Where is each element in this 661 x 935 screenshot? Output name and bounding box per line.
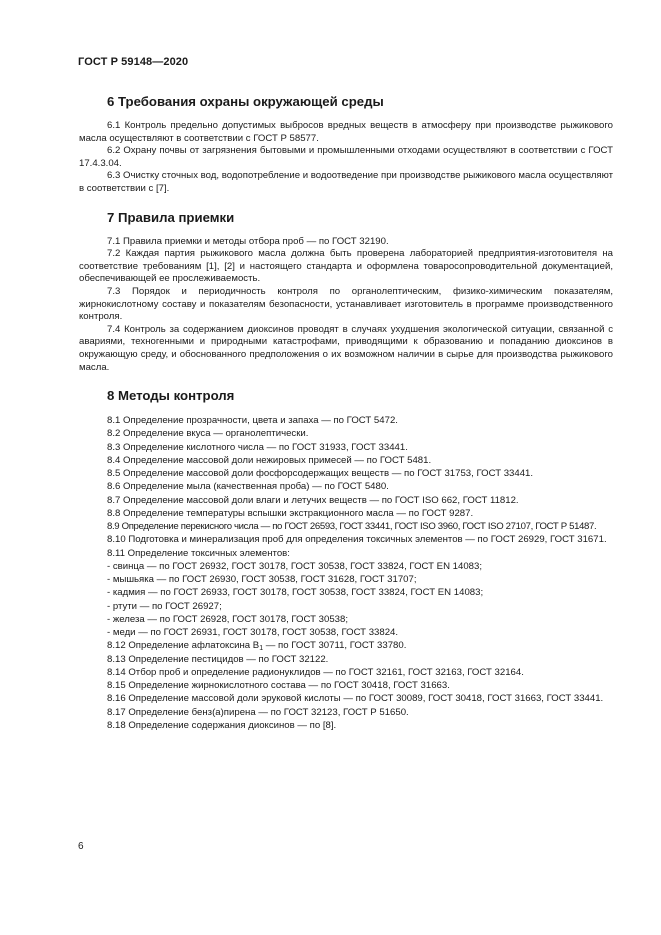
paragraph-6-3: 6.3 Очистку сточных вод, водопотребление и водоотведение при производстве рыжикового масла осуществляют в соответствии с [7]. — [79, 170, 613, 194]
paragraph-7-3: 7.3 Порядок и периодичность контроля по органолептическим, физико-химическим показателям, жирнокислотному составу и показателям безопасности, устанавливает изготовитель в программе производственного контроля. — [79, 285, 613, 323]
paragraph-8-18: 8.18 Определение содержания диоксинов — по [8]. — [107, 719, 337, 731]
paragraph-8-12-text: 8.12 Определение афлатоксина B — [107, 640, 260, 652]
section-8-title: 8 Методы контроля — [107, 388, 235, 404]
paragraph-7-1: 7.1 Правила приемки и методы отбора проб — по ГОСТ 32190. — [107, 235, 389, 247]
paragraph-8-5: 8.5 Определение массовой доли фосфорсодержащих веществ — по ГОСТ 31753, ГОСТ 33441. — [107, 468, 534, 480]
toxic-element-mercury: - ртути — по ГОСТ 26927; — [107, 600, 222, 612]
paragraph-8-1: 8.1 Определение прозрачности, цвета и запаха — по ГОСТ 5472. — [107, 415, 398, 427]
paragraph-7-2: 7.2 Каждая партия рыжикового масла должна быть проверена лабораторией предприятия-изготовителя на соответствие требованиям [1], [2] и настоящего стандарта и оформлена товаросопроводительной документацией, обеспечивающей ее прослеживаемость. — [79, 248, 613, 285]
paragraph-8-13: 8.13 Определение пестицидов — по ГОСТ 32122. — [107, 653, 329, 665]
paragraph-8-17: 8.17 Определение бенз(а)пирена — по ГОСТ 32123, ГОСТ Р 51650. — [107, 706, 409, 718]
document-header: ГОСТ Р 59148—2020 — [78, 56, 189, 68]
paragraph-8-16: 8.16 Определение массовой доли эруковой кислоты — по ГОСТ 30089, ГОСТ 30418, ГОСТ 31663, ГОСТ 33441. — [107, 693, 604, 705]
paragraph-8-15: 8.15 Определение жирнокислотного состава — по ГОСТ 30418, ГОСТ 31663. — [107, 680, 450, 692]
paragraph-8-12 — [79, 639, 613, 652]
paragraph-8-2: 8.2 Определение вкуса — органолептически. — [107, 428, 309, 440]
toxic-element-lead: - свинца — по ГОСТ 26932, ГОСТ 30178, ГОСТ 30538, ГОСТ 33824, ГОСТ EN 14083; — [107, 560, 483, 572]
section-7-title: 7 Правила приемки — [107, 209, 235, 225]
paragraph-8-6: 8.6 Определение мыла (качественная проба) — по ГОСТ 5480. — [107, 481, 389, 493]
paragraph-8-9: 8.9 Определение перекисного числа — по ГОСТ 26593, ГОСТ 33441, ГОСТ ISO 3960, ГОСТ ISO 27107, ГОСТ Р 51487. — [107, 521, 597, 533]
section-6-title: 6 Требования охраны окружающей среды — [107, 94, 384, 109]
paragraph-8-8: 8.8 Определение температуры вспышки экстракционного масла — по ГОСТ 9287. — [107, 507, 474, 519]
toxic-element-copper: - меди — по ГОСТ 26931, ГОСТ 30178, ГОСТ 30538, ГОСТ 33824. — [107, 627, 399, 639]
toxic-element-arsenic: - мышьяка — по ГОСТ 26930, ГОСТ 30538, ГОСТ 31628, ГОСТ 31707; — [107, 574, 417, 586]
paragraph-8-4: 8.4 Определение массовой доли нежировых примесей — по ГОСТ 5481. — [107, 454, 432, 466]
paragraph-8-10: 8.10 Подготовка и минерализация проб для определения токсичных элементов — по ГОСТ 26929, ГОСТ 31671. — [107, 534, 607, 546]
paragraph-8-12-subscript: 1 — [259, 645, 264, 653]
page-number: 6 — [78, 841, 84, 852]
paragraph-7-4: 7.4 Контроль за содержанием диоксинов проводят в случаях ухудшения экологической ситуации, связанной с авариями, техногенными и природными катастрофами, приводящими к образованию и попаданию диоксинов в окружающую среду, и обоснованного предположения о их возможном наличии в сырье для производства рыжикового масла. — [79, 323, 613, 373]
toxic-element-cadmium: - кадмия — по ГОСТ 26933, ГОСТ 30178, ГОСТ 30538, ГОСТ 33824, ГОСТ EN 14083; — [107, 587, 484, 599]
paragraph-8-7: 8.7 Определение массовой доли влаги и летучих веществ — по ГОСТ ISO 662, ГОСТ 11812. — [107, 494, 519, 506]
section-6 — [79, 94, 613, 196]
paragraph-8-14: 8.14 Отбор проб и определение радионуклидов — по ГОСТ 32161, ГОСТ 32163, ГОСТ 32164. — [107, 666, 524, 678]
paragraph-8-12-tail: — по ГОСТ 30711, ГОСТ 33780. — [263, 640, 407, 652]
document-body — [79, 90, 613, 746]
paragraph-8-3: 8.3 Определение кислотного числа — по ГОСТ 31933, ГОСТ 33441. — [107, 441, 408, 453]
toxic-element-iron: - железа — по ГОСТ 26928, ГОСТ 30178, ГОСТ 30538; — [107, 613, 348, 625]
paragraph-8-11: 8.11 Определение токсичных элементов: — [107, 547, 290, 559]
paragraph-6-2: 6.2 Охрану почвы от загрязнения бытовыми и промышленными отходами осуществляют в соответствии с ГОСТ 17.4.3.04. — [79, 145, 613, 169]
section-8 — [79, 388, 613, 732]
section-7 — [79, 210, 613, 375]
paragraph-6-1: 6.1 Контроль предельно допустимых выбросов вредных веществ в атмосферу при производстве рыжикового масла осуществляют в соответствии с ГОСТ Р 58577. — [79, 120, 613, 144]
